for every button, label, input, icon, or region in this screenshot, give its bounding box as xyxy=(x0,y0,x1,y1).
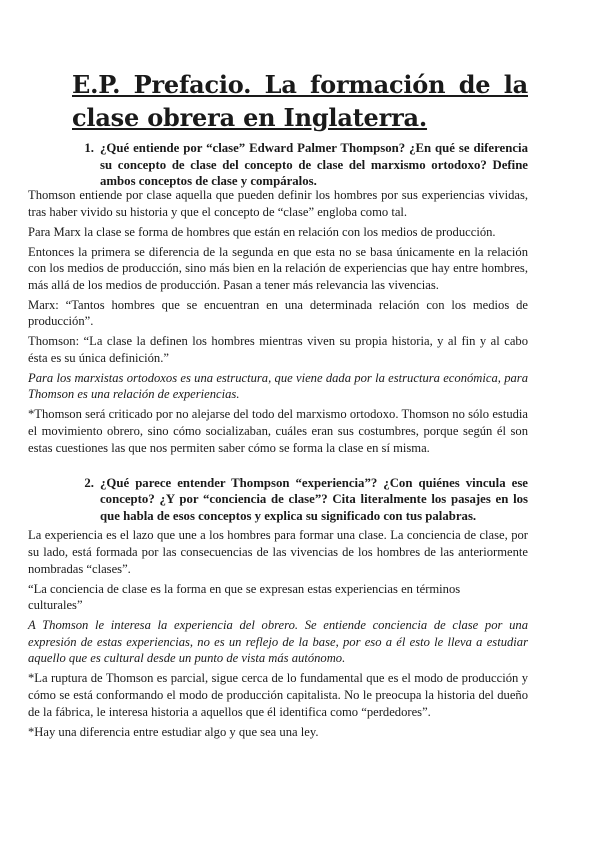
section-gap xyxy=(28,460,528,475)
answer-1-paragraph-2: Para Marx la clase se forma de hombres que están en relación con los medios de producción. xyxy=(28,224,496,239)
answer-1-paragraph-3: Entonces la primera se diferencia de la segunda en que esta no se basa únicamente en la relación con los medios de producción, sino más bien en la relación de experiencias que hay entre hombres, más allá de los medios de producción. Pasan a tener más relevancia las vivencias. xyxy=(28,244,528,292)
answer-2-paragraph-5: *Hay una diferencia entre estudiar algo y que sea una ley. xyxy=(28,724,319,739)
question-2-number: 2. xyxy=(84,475,94,490)
answer-2-paragraph-1: La experiencia es el lazo que une a los hombres para formar una clase. La conciencia de clase, por su lado, está formada por las consecuencias de las vivencias de los hombres de las anteriormente nombradas “clases”. xyxy=(28,528,528,576)
question-1 xyxy=(72,140,528,190)
answer-2-quote: “La conciencia de clase es la forma en que se expresan estas experiencias en términos culturales” xyxy=(28,581,461,613)
answer-1-paragraph-5: Thomson: “La clase la definen los hombres mientras viven su propia historia, y al fin y al cabo ésta es su única definición.” xyxy=(28,334,528,365)
answer-1-paragraph-1-text: Thomson entiende por clase aquella que pueden definir los hombres por sus experiencias vividas, tras haber vivido su historia y que el concepto de “clase” engloba como tal. xyxy=(28,188,528,219)
question-2-text: ¿Qué parece entender Thompson “experiencia”? ¿Con quiénes vincula ese concepto? ¿Y por “conciencia de clase”? Cita literalmente los pasajes en los que habla de esos conceptos y explica su significado con tus palabras. xyxy=(100,475,528,523)
page-title: E.P. Prefacio. La formación de la clase obrera en Inglaterra. xyxy=(72,70,528,132)
question-1-text: ¿Qué entiende por “clase” Edward Palmer Thompson? ¿En qué se diferencia su concepto de clase del concepto de clase del marxismo ortodoxo? Define ambos conceptos de clase y compáralos. xyxy=(100,141,528,189)
answer-1-body xyxy=(28,187,528,744)
answer-1-paragraph-7: *Thomson será criticado por no alejarse del todo del marxismo ortodoxo. Thomson no sólo estudia el movimiento obrero, sino cómo socializaban, cuáles eran sus costumbres, porque según él son estas cuestiones las que nos permiten saber cómo se forma la clase en sí misma. xyxy=(28,407,528,455)
answer-2-paragraph-4: *La ruptura de Thomson es parcial, sigue cerca de lo fundamental que es el modo de producción y cómo se está conformando el modo de producción capitalista. No le preocupa la historia del dueño de la fábrica, le interesa historia a aquellos que él identifica como “perdedores”. xyxy=(28,671,528,719)
answer-1-paragraph-4: Marx: “Tantos hombres que se encuentran en una determinada relación con los medios de producción”. xyxy=(28,297,528,329)
answer-2-paragraph-3: A Thomson le interesa la experiencia del obrero. Se entiende conciencia de clase por una expresión de estas experiencias, no es un reflejo de la base, por eso a él esto le lleva a estudiar aquello que es cultural desde un punto de vista más autónomo. xyxy=(28,618,528,666)
question-1-section xyxy=(72,140,528,193)
question-1-number: 1. xyxy=(84,141,94,155)
answer-1-paragraph-6: Para los marxistas ortodoxos es una estructura, que viene dada por la estructura económica, para Thomson es una relación de experiencias. xyxy=(28,370,528,402)
question-2 xyxy=(72,475,528,525)
